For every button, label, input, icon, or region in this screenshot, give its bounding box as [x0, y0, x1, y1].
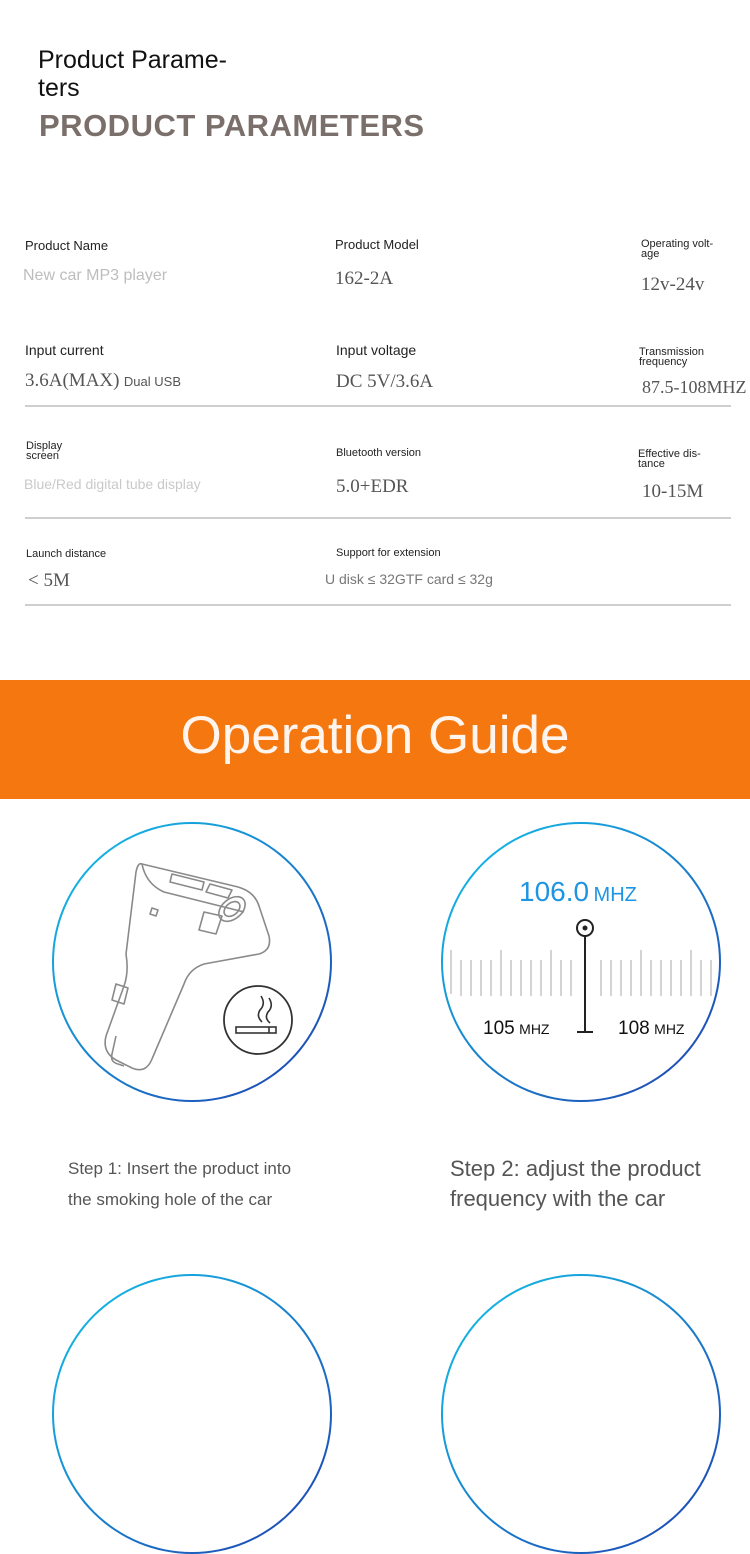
value-bluetooth-version: 5.0+EDR	[336, 476, 409, 497]
page-title: Product Parame- ters	[38, 46, 227, 102]
value-effective-distance: 10-15M	[642, 481, 704, 502]
value-input-voltage: DC 5V/3.6A	[336, 371, 434, 392]
value-product-model: 162-2A	[335, 268, 394, 289]
step2-text: Step 2: adjust the product frequency with the car	[450, 1156, 701, 1211]
label-effective-distance: Effective dis- tance	[638, 448, 701, 470]
label-launch-distance: Launch distance	[26, 548, 107, 560]
step1-text: Step 1: Insert the product into the smoking hole of the car	[68, 1159, 292, 1209]
label-bluetooth-version: Bluetooth version	[336, 447, 421, 459]
smoking-icon	[224, 986, 292, 1054]
operation-guide-banner	[0, 680, 750, 799]
divider-1	[25, 405, 731, 407]
value-input-current-suffix: Dual USB	[123, 374, 181, 389]
tuner-left-value: 105	[483, 1018, 515, 1039]
label-transmission-frequency: Transmission frequency	[639, 346, 704, 368]
tuner-right-frequency	[618, 1018, 684, 1040]
tuner-left-frequency	[483, 1018, 549, 1040]
car-charger-icon	[54, 824, 330, 1100]
value-input-current-main: 3.6A(MAX)	[25, 370, 120, 391]
label-input-current: Input current	[25, 342, 104, 358]
frequency-dial-icon	[443, 824, 719, 1100]
value-support-extension: U disk ≤ 32GTF card ≤ 32g	[325, 571, 493, 587]
step4-illustration	[441, 1274, 721, 1554]
value-launch-distance: < 5M	[28, 570, 70, 591]
tuner-right-unit: MHZ	[654, 1021, 685, 1037]
value-transmission-frequency: 87.5-108MHZ	[642, 377, 747, 397]
value-product-name: New car MP3 player	[23, 267, 168, 284]
value-input-current	[25, 370, 181, 392]
label-product-name: Product Name	[25, 238, 109, 253]
tuner-current-value: 106.0	[519, 876, 590, 907]
step2-illustration	[441, 822, 721, 1102]
label-input-voltage: Input voltage	[336, 342, 417, 358]
step1-illustration	[52, 822, 332, 1102]
divider-2	[25, 517, 731, 519]
tuner-left-unit: MHZ	[519, 1021, 550, 1037]
label-product-model: Product Model	[335, 237, 419, 252]
value-display-screen: Blue/Red digital tube display	[24, 476, 201, 492]
value-operating-voltage: 12v-24v	[641, 274, 705, 295]
tuner-current-unit: MHZ	[593, 884, 637, 906]
banner-title: Operation Guide	[180, 706, 570, 765]
label-display-screen: Display screen	[26, 440, 63, 462]
tuner-right-value: 108	[618, 1018, 650, 1039]
divider-3	[25, 604, 731, 606]
page-subtitle: PRODUCT PARAMETERS	[39, 108, 425, 143]
label-support-extension: Support for extension	[336, 547, 441, 559]
label-operating-voltage: Operating volt- age	[641, 238, 714, 260]
step3-illustration	[52, 1274, 332, 1554]
